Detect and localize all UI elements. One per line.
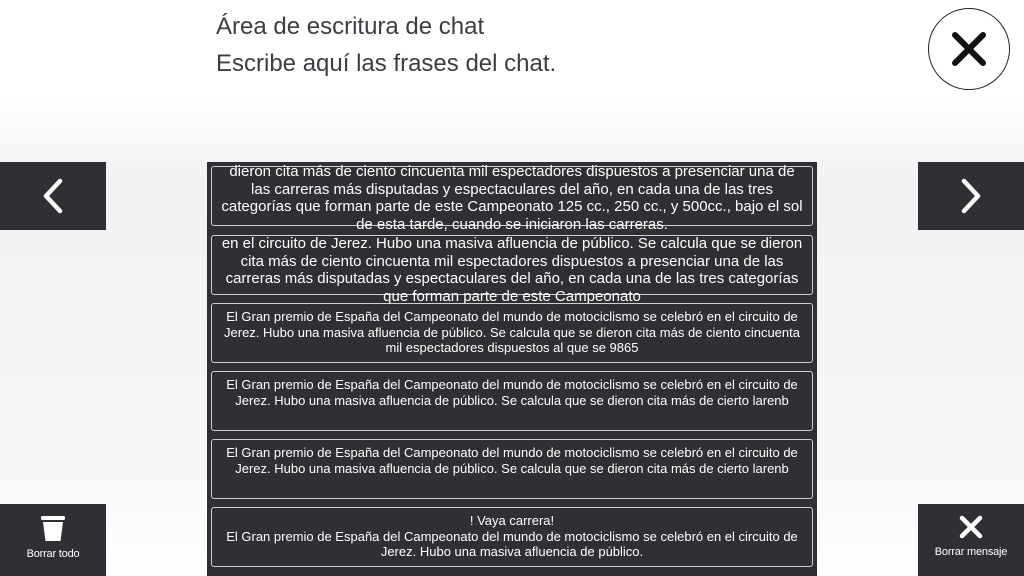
chat-message-text: El Gran premio de España del Campeonato del mundo de motociclismo se celebró en el circuito de Jerez. Hubo una masiva afluencia de público. Se calcula que se dieron cita más de cierto larenb bbox=[226, 445, 798, 476]
header bbox=[216, 12, 556, 79]
clear-all-label: Borrar todo bbox=[26, 548, 80, 560]
page-subtitle: Escribe aquí las frases del chat. bbox=[216, 50, 557, 77]
chat-message[interactable] bbox=[211, 507, 813, 567]
previous-button[interactable] bbox=[0, 162, 106, 230]
chat-message-text: dieron cita más de ciento cincuenta mil espectadores dispuestos a presenciar una de las carreras más disputadas y espectaculares del año, en cada una de las tres categorías que forman parte de este Campeonato 125 cc., 250 cc., y 500cc., bajo el sol de esta tarde, cuando se iniciaron las carreras. bbox=[221, 163, 803, 233]
delete-message-label: Borrar mensaje bbox=[934, 546, 1008, 558]
chevron-left-icon bbox=[41, 178, 65, 214]
chat-message[interactable] bbox=[211, 371, 813, 431]
clear-all-button[interactable] bbox=[0, 504, 106, 576]
chat-message-text: El Gran premio de España del Campeonato del mundo de motociclismo se celebró en el circuito de Jerez. Hubo una masiva afluencia de público. Se calcula que se dieron cita más de ciento cincuenta mil espectadores dispuestos al que se 9865 bbox=[224, 309, 800, 355]
trash-icon bbox=[40, 514, 66, 542]
chat-message-text: en el circuito de Jerez. Hubo una masiva afluencia de público. Se calcula que se dieron cita más de ciento cincuenta mil espectadores dispuestos a presenciar una de las carreras más disputadas y espectaculares del año, en cada una de las tres categorías que forman parte de este Campeonato bbox=[221, 235, 803, 305]
close-icon bbox=[951, 31, 987, 67]
chat-message[interactable] bbox=[211, 163, 813, 233]
chat-message[interactable] bbox=[211, 235, 813, 305]
chat-message-panel bbox=[207, 162, 817, 576]
chat-message-exclamation: ! Vaya carrera! bbox=[469, 513, 555, 528]
x-icon bbox=[958, 514, 984, 540]
next-button[interactable] bbox=[918, 162, 1024, 230]
close-button[interactable] bbox=[928, 8, 1010, 90]
chat-message[interactable] bbox=[211, 303, 813, 363]
chat-message-text: El Gran premio de España del Campeonato del mundo de motociclismo se celebró en el circuito de Jerez. Hubo una masiva afluencia de público. bbox=[226, 528, 798, 559]
chevron-right-icon bbox=[959, 178, 983, 214]
delete-message-button[interactable] bbox=[918, 504, 1024, 576]
chat-message[interactable] bbox=[211, 439, 813, 499]
page-title: Área de escritura de chat bbox=[216, 13, 485, 40]
chat-message-text: El Gran premio de España del Campeonato del mundo de motociclismo se celebró en el circuito de Jerez. Hubo una masiva afluencia de público. Se calcula que se dieron cita más de cierto larenb bbox=[226, 377, 798, 408]
